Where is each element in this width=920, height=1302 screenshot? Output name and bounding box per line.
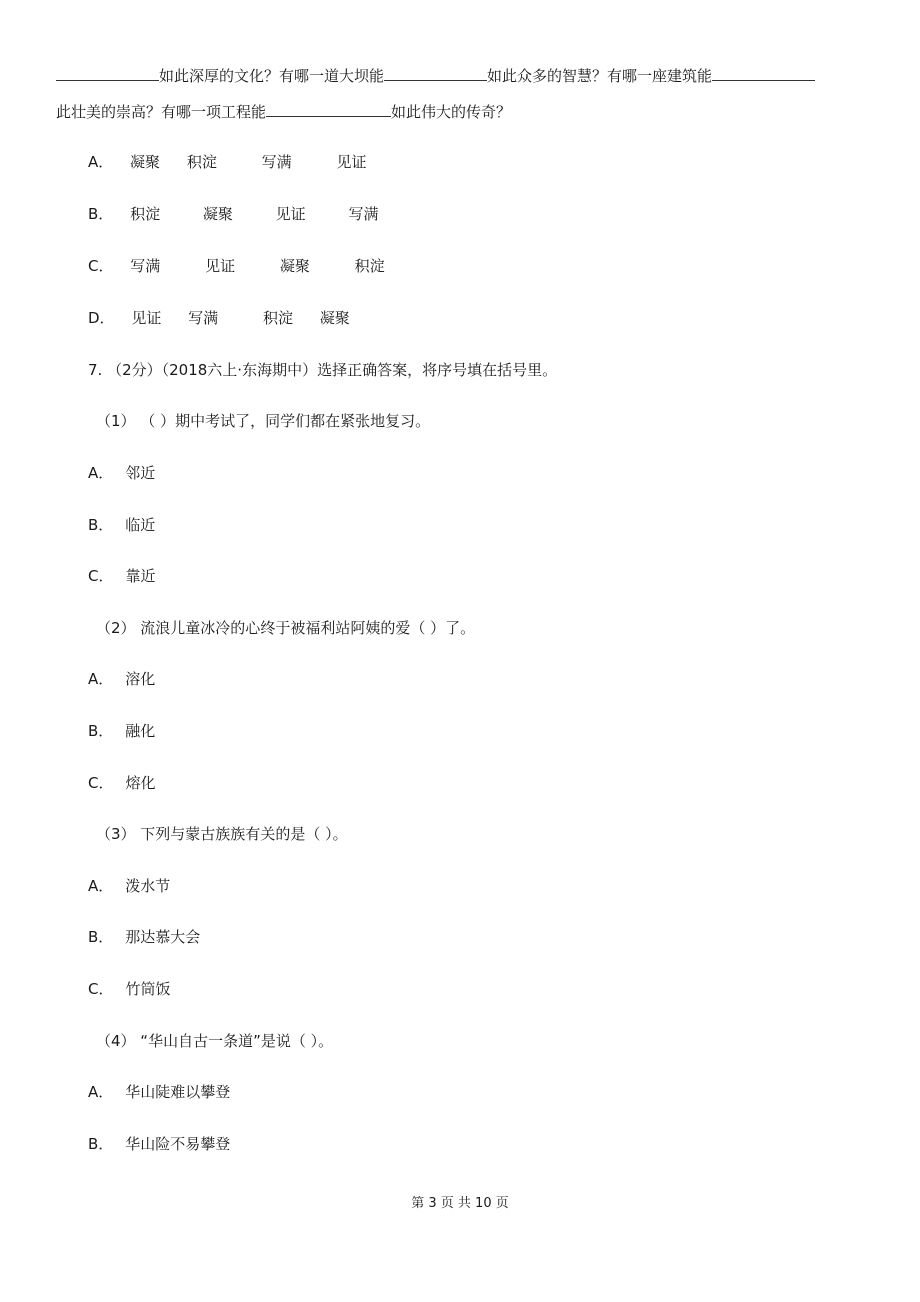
option-label: A．	[88, 670, 114, 688]
answer-blank-4	[266, 102, 391, 117]
subquestion-1-stem: （1） （ ）期中考试了，同学们都在紧张地复习。	[96, 412, 431, 430]
option-word: 积淀	[130, 205, 161, 223]
option-label: B．	[88, 516, 114, 534]
sub4-option-b[interactable]	[88, 1134, 230, 1154]
option-word: 积淀	[186, 153, 217, 171]
option-text: 临近	[125, 516, 156, 534]
option-text: 竹筒饭	[125, 980, 171, 998]
answer-blank-2	[384, 66, 487, 81]
sub3-option-b[interactable]	[88, 927, 200, 947]
page-footer: 第 3 页 共 10 页	[411, 1196, 509, 1211]
option-word: 见证	[275, 205, 306, 223]
answer-blank-3	[712, 66, 815, 81]
option-label: A．	[88, 877, 114, 895]
sub1-option-c[interactable]	[88, 566, 156, 586]
sub3-option-a[interactable]	[88, 876, 170, 896]
option-label: C．	[88, 774, 114, 792]
q6-option-d[interactable]	[88, 308, 350, 328]
intro-segment-3: 此壮美的崇高？有哪一项工程能	[56, 103, 267, 121]
sub2-option-a[interactable]	[88, 669, 155, 689]
q6-option-b[interactable]	[88, 204, 378, 224]
option-text: 熔化	[125, 774, 156, 792]
option-label: A．	[88, 464, 114, 482]
question-6-text-line-2	[56, 102, 511, 122]
option-text: 邻近	[125, 464, 156, 482]
option-text: 融化	[125, 722, 156, 740]
q6-option-c[interactable]	[88, 256, 385, 276]
option-label: C．	[88, 567, 114, 585]
option-word: 凝聚	[279, 257, 310, 275]
option-word: 积淀	[354, 257, 385, 275]
option-label: D．	[88, 309, 115, 327]
option-label: C．	[88, 257, 114, 275]
option-label: C．	[88, 980, 114, 998]
option-word: 凝聚	[202, 205, 233, 223]
option-text: 溶化	[125, 670, 156, 688]
option-word: 写满	[188, 309, 219, 327]
option-word: 见证	[131, 309, 162, 327]
sub4-option-a[interactable]	[88, 1082, 230, 1102]
option-text: 泼水节	[125, 877, 171, 895]
option-label: A．	[88, 153, 114, 171]
sub2-option-c[interactable]	[88, 773, 156, 793]
sub1-option-b[interactable]	[88, 515, 155, 535]
option-word: 写满	[348, 205, 379, 223]
subquestion-2-stem: （2） 流浪儿童冰冷的心终于被福利站阿姨的爱（ ）了。	[96, 619, 476, 637]
option-word: 写满	[130, 257, 161, 275]
option-word: 积淀	[262, 309, 293, 327]
sub1-option-a[interactable]	[88, 463, 155, 483]
answer-blank-1	[56, 66, 159, 81]
option-label: A．	[88, 1083, 114, 1101]
subquestion-3-stem: （3） 下列与蒙古族族有关的是（ ）。	[96, 825, 348, 843]
option-text: 靠近	[125, 567, 156, 585]
option-word: 见证	[205, 257, 236, 275]
question-7-header: 7. （2分）（2018六上·东海期中）选择正确答案，将序号填在括号里。	[88, 361, 558, 379]
option-label: B．	[88, 1135, 114, 1153]
option-word: 凝聚	[319, 309, 350, 327]
option-word: 凝聚	[130, 153, 161, 171]
option-text: 华山险不易攀登	[125, 1135, 231, 1153]
option-word: 见证	[336, 153, 367, 171]
option-word: 写满	[261, 153, 292, 171]
option-text: 那达慕大会	[125, 928, 201, 946]
subquestion-4-stem: （4） “华山自古一条道”是说（ ）。	[96, 1032, 334, 1050]
option-label: B．	[88, 928, 114, 946]
sub2-option-b[interactable]	[88, 721, 155, 741]
intro-segment-1: 如此深厚的文化？有哪一道大坝能	[159, 67, 385, 85]
intro-segment-2: 如此众多的智慧？有哪一座建筑能	[487, 67, 713, 85]
intro-segment-4: 如此伟大的传奇？	[391, 103, 512, 121]
option-label: B．	[88, 205, 114, 223]
question-6-text-line-1	[56, 66, 815, 86]
q6-option-a[interactable]	[88, 152, 366, 172]
option-label: B．	[88, 722, 114, 740]
option-text: 华山陡难以攀登	[125, 1083, 231, 1101]
sub3-option-c[interactable]	[88, 979, 171, 999]
